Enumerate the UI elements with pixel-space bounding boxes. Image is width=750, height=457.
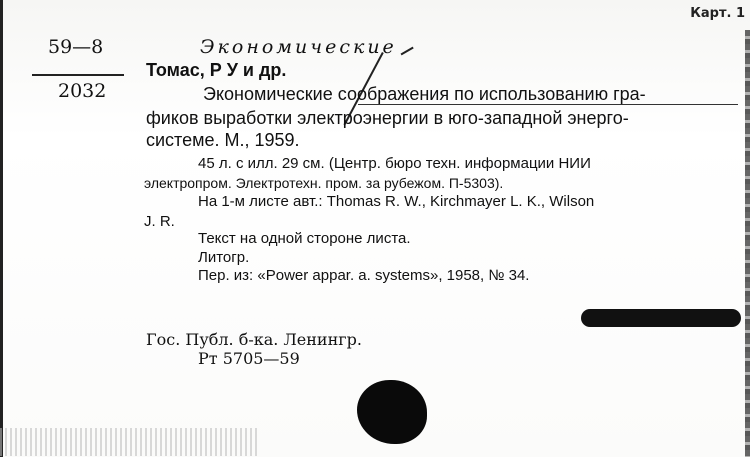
- handwritten-tick-mark: [401, 47, 414, 55]
- card-left-edge: [0, 0, 3, 457]
- description-line-7: Пер. из: «Power appar. a. systems», 1958, № 34.: [198, 267, 530, 284]
- description-line-6: Литогр.: [198, 249, 250, 266]
- description-line-2: электропром. Электротехн. пром. за рубежом. П-5303).: [144, 175, 504, 191]
- shelf-mark-bottom: 2032: [58, 80, 107, 102]
- library-line-2: Рт 5705—59: [198, 349, 300, 368]
- redacted-stamp: [581, 309, 741, 327]
- ink-blot: [357, 380, 427, 444]
- author-line: Томас, Р У и др.: [146, 60, 287, 80]
- card-right-edge: [745, 30, 750, 457]
- card-number-label: Карт. 1: [690, 6, 745, 21]
- description-line-4: J. R.: [144, 213, 175, 230]
- shelf-mark-top: 59—8: [48, 36, 104, 58]
- scan-smudge: [0, 428, 260, 456]
- library-line-1: Гос. Публ. б-ка. Ленингр.: [146, 330, 362, 349]
- title-line-1: Экономические соображения по использованию гра-: [203, 84, 646, 104]
- handwritten-note: Экономические: [200, 36, 397, 58]
- description-line-1: 45 л. с илл. 29 см. (Центр. бюро техн. информации НИИ: [198, 155, 591, 172]
- handwritten-underline: [358, 104, 738, 105]
- shelf-mark-divider: [32, 74, 124, 76]
- description-line-3: На 1-м листе авт.: Thomas R. W., Kirchmayer L. K., Wilson: [198, 193, 595, 210]
- title-line-2: фиков выработки электроэнергии в юго-западной энерго-: [146, 108, 629, 128]
- description-line-5: Текст на одной стороне листа.: [198, 230, 411, 247]
- title-line-3: системе. М., 1959.: [146, 130, 300, 150]
